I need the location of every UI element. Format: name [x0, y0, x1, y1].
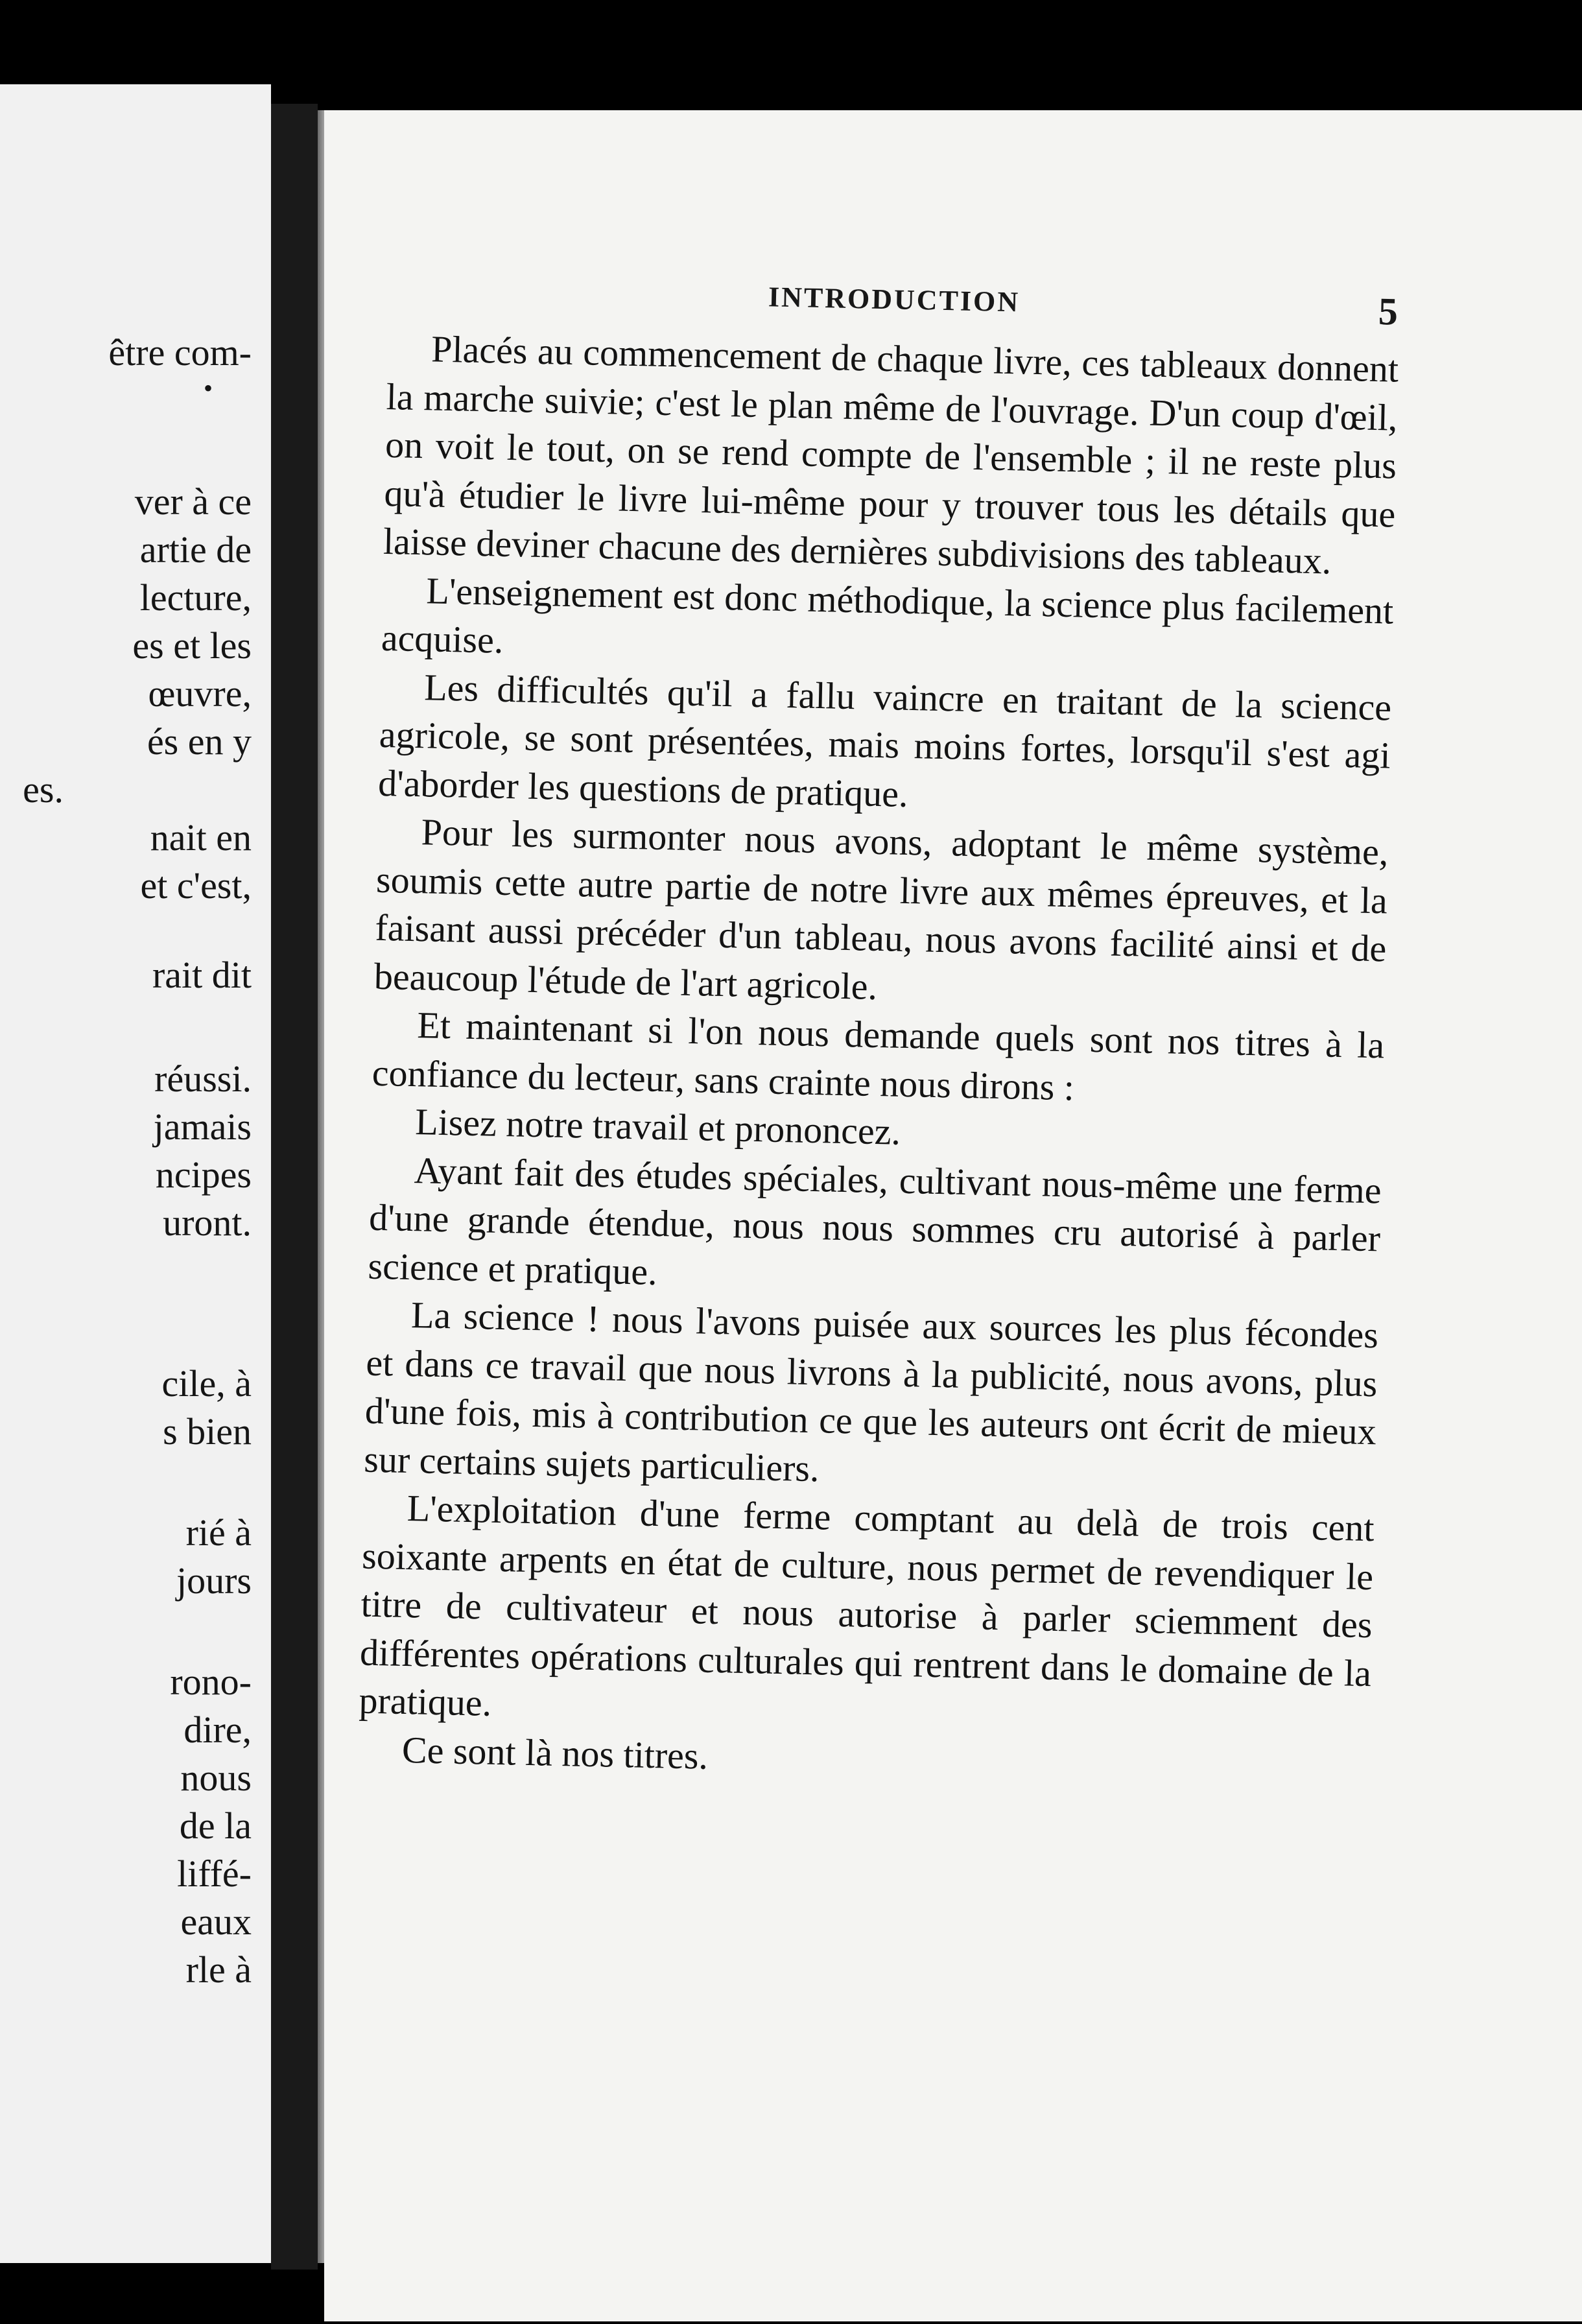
- left-page-line: ver à ce: [134, 480, 252, 523]
- left-page-fragment: [0, 84, 271, 2263]
- running-title: INTRODUCTION: [768, 281, 1021, 318]
- left-page-line: s bien: [163, 1410, 252, 1452]
- left-page-line: réussi.: [154, 1058, 252, 1100]
- paragraph: La science ! nous l'avons puisée aux sources les plus fécondes et dans ce travail que nous livrons à la publicité, nous avons, plus d'une fois, mis à contribution ce que les auteurs ont écrit de mieux sur certains sujets particuliers.: [363, 1294, 1379, 1489]
- paragraph: Placés au commencement de chaque livre, ces tableaux donnent la marche suivie; c'est le plan même de l'ouvrage. D'un coup d'œil, on voit le tout, on se rend compte de l'ensemble ; il ne reste plus qu'à étudier le livre lui-même pour y trouver tous les détails que laisse deviner chacune des dernières subdivisions des tableaux.: [383, 327, 1399, 582]
- page-number: 5: [1378, 289, 1400, 333]
- left-page-line: être com-: [108, 331, 252, 374]
- left-page-line: eaux: [180, 1901, 252, 1943]
- paragraph: Et maintenant si l'on nous demande quels sont nos titres à la confiance du lecteur, sans crainte nous dirons :: [372, 1004, 1385, 1108]
- paragraph: Ayant fait des études spéciales, cultivant nous-même une ferme d'une grande étendue, nous nous sommes cru autorisé à parler science et pratique.: [368, 1148, 1382, 1293]
- paragraph: Ce sont là nos titres.: [401, 1728, 709, 1777]
- left-page-line: •: [203, 374, 213, 403]
- paragraph: Pour les surmonter nous avons, adoptant le même système, soumis cette autre partie de notre livre aux mêmes épreuves, et la faisant aussi précéder d'un tableau, nous avons facilité ainsi et de beaucoup l'étude de l'art agricole.: [373, 811, 1389, 1008]
- left-page-line: rié à: [185, 1512, 252, 1554]
- left-page-line: dire,: [183, 1709, 252, 1751]
- right-page: [324, 110, 1582, 2321]
- left-page-line: liffé-: [177, 1853, 252, 1895]
- left-page-line: ncipes: [155, 1154, 252, 1196]
- left-page-line: et c'est,: [140, 864, 252, 907]
- left-page-line: jamais: [153, 1106, 252, 1148]
- left-page-line: és en y: [147, 720, 252, 763]
- left-page-line: artie de: [139, 528, 252, 571]
- left-page-line: uront.: [163, 1202, 252, 1244]
- left-page-line: de la: [179, 1805, 252, 1847]
- left-page-line: nous: [180, 1757, 252, 1799]
- paragraph: Lisez notre travail et prononcez.: [414, 1100, 901, 1153]
- page-content: [357, 266, 1400, 1794]
- left-page-line: es.: [23, 768, 64, 811]
- left-page-line: œuvre,: [148, 672, 252, 715]
- left-page-line: rait dit: [152, 954, 252, 996]
- book-spine: [271, 104, 318, 2270]
- left-page-line: es et les: [132, 624, 252, 667]
- left-page-line: rle à: [185, 1949, 252, 1991]
- paragraph: L'enseignement est donc méthodique, la science plus facilement acquise.: [381, 569, 1394, 661]
- left-page-line: rono-: [170, 1661, 252, 1703]
- left-page-line: nait en: [150, 816, 252, 859]
- paragraph: Les difficultés qu'il a fallu vaincre en traitant de la science agricole, se sont présentées, mais moins fortes, lorsqu'il s'est agi d'aborder les questions de pratique.: [377, 665, 1392, 815]
- left-page-line: jours: [176, 1559, 252, 1602]
- paragraph: L'exploitation d'une ferme comptant au delà de trois cent soixante arpents en état de culture, nous permet de revendiquer le titre de cultivateur et nous autorise à parler sciemment des différentes opérations culturales qui rentrent dans le domaine de la pratique.: [358, 1487, 1375, 1724]
- left-page-line: lecture,: [139, 576, 252, 619]
- left-page-line: cile, à: [161, 1362, 252, 1405]
